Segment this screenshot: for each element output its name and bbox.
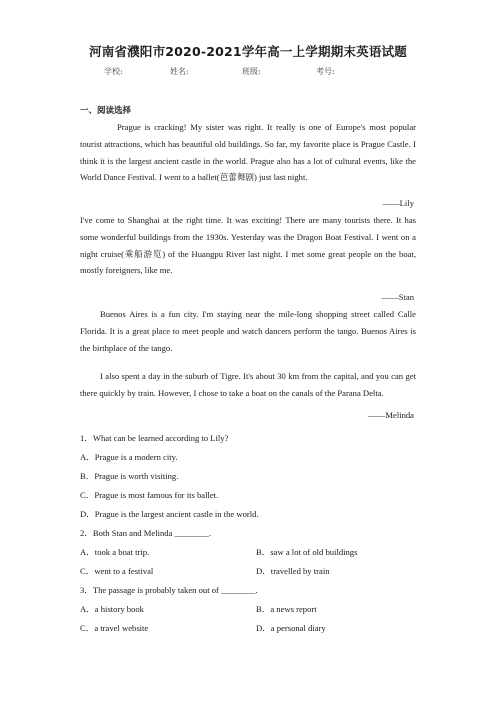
passage-paragraph-melinda-1: Buenos Aires is a fun city. I'm staying near the mile-long shopping street called Calle Florida. It is a great place to meet people and watch dancers perform the tango. Buenos Aires is the birthplace of the tango. <box>80 309 416 353</box>
signature-melinda: ——Melinda <box>368 410 414 420</box>
section-heading: 一、阅读选择 <box>80 106 132 116</box>
question-2-option-a[interactable]: A．took a boat trip. <box>80 547 150 557</box>
question-3-stem: 3．The passage is probably taken out of ________. <box>80 585 258 595</box>
question-1-option-c[interactable]: C．Prague is most famous for its ballet. <box>80 490 219 500</box>
question-1-stem: 1．What can be learned according to Lily? <box>80 433 229 443</box>
school-label: 学校: <box>104 67 123 76</box>
question-1-option-d[interactable]: D．Prague is the largest ancient castle in the world. <box>80 509 259 519</box>
page-title: 河南省濮阳市2020-2021学年高一上学期期末英语试题 <box>89 44 407 59</box>
number-label: 考号: <box>316 67 335 76</box>
question-2-option-c[interactable]: C．went to a festival <box>80 566 154 576</box>
passage-paragraph-stan: I've come to Shanghai at the right time. It was exciting! There are many tourists there. It has some wonderful buildings from the 1930s. Yesterday was the Dragon Boat Festival. I went on a night cruise(乘船游览) of the Huangpu River last night. I met some great people on the boat, mostly foreigners, like me. <box>80 215 416 276</box>
name-label: 姓名: <box>170 67 189 76</box>
question-1-option-a[interactable]: A．Prague is a modern city. <box>80 452 178 462</box>
question-3-option-b[interactable]: B．a news report <box>256 604 317 614</box>
question-3-option-c[interactable]: C．a travel website <box>80 623 149 633</box>
question-1-option-b[interactable]: B．Prague is worth visiting. <box>80 471 179 481</box>
signature-lily: ——Lily <box>382 198 414 208</box>
class-label: 班级: <box>242 67 261 76</box>
signature-stan: ——Stan <box>381 292 414 302</box>
question-2-stem: 2．Both Stan and Melinda ________. <box>80 528 212 538</box>
question-3-option-a[interactable]: A．a history book <box>80 604 144 614</box>
question-2-option-b[interactable]: B．saw a lot of old buildings <box>256 547 358 557</box>
question-2-option-d[interactable]: D．travelled by train <box>256 566 330 576</box>
question-3-option-d[interactable]: D．a personal diary <box>256 623 326 633</box>
passage-paragraph-lily: Prague is cracking! My sister was right. It really is one of Europe's most popular tourist attractions, which has beautiful old buildings. So far, my favorite place is Prague Castle. I think it is the largest ancient castle in the world. Prague also has a lot of cultural events, like the World Dance Festival. I went to a ballet(芭蕾舞剧) just last night. <box>80 122 416 183</box>
passage-paragraph-melinda-2: I also spent a day in the suburb of Tigre. It's about 30 km from the capital, and you can get there quickly by train. However, I chose to take a boat on the canals of the Parana Delta. <box>80 371 416 398</box>
